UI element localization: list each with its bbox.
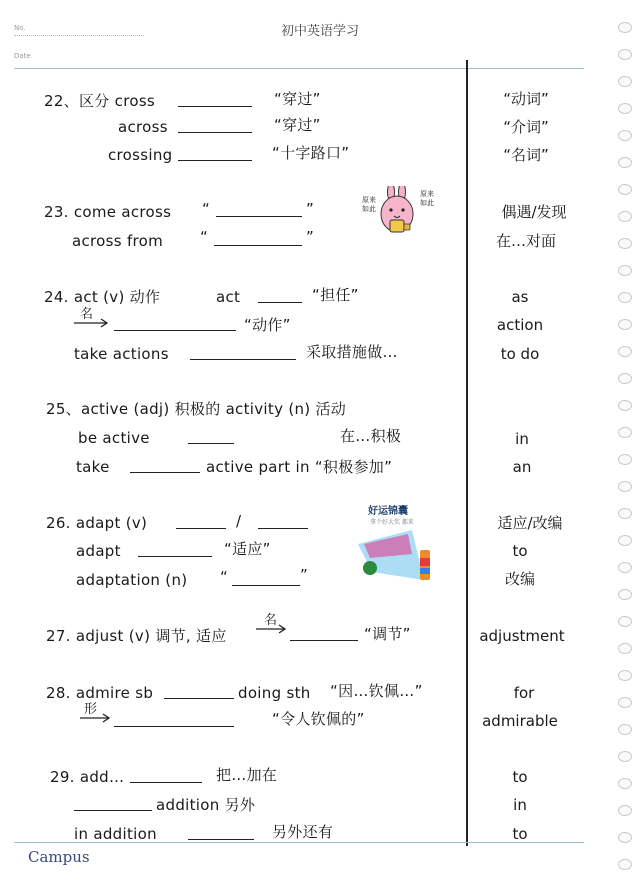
entry-24-act: act xyxy=(216,288,241,306)
no-label: No. xyxy=(14,24,26,32)
blank xyxy=(188,839,254,840)
entry-27-answer-1: adjustment xyxy=(479,627,565,645)
slash: / xyxy=(236,512,242,530)
entry-28-adj-mark: 形 xyxy=(84,702,98,717)
binder-hole xyxy=(618,427,632,438)
entry-22-cn-1: “穿过” xyxy=(274,90,321,108)
entry-29-line-2: addition 另外 xyxy=(156,796,256,814)
blank xyxy=(188,443,234,444)
rabbit-sticker xyxy=(360,186,446,244)
rabbit-caption-right: 原来 如此 xyxy=(420,190,434,207)
good-luck-sticker xyxy=(350,502,440,588)
entry-26-line-3: adaptation (n) xyxy=(76,571,188,589)
binder-hole xyxy=(618,346,632,357)
entry-26-line-1: 26. adapt (v) xyxy=(46,514,148,532)
entry-22-answer-2: “介词” xyxy=(503,118,549,136)
entry-24-noun-mark: 名 xyxy=(80,307,94,322)
blank xyxy=(178,132,252,133)
entry-23-line-2: across from xyxy=(72,232,164,250)
entry-28-cn-1: “因…钦佩…” xyxy=(330,682,423,700)
blank xyxy=(290,640,358,641)
luck-title: 好运锦囊 xyxy=(368,506,408,517)
binder-hole xyxy=(618,211,632,222)
binder-hole xyxy=(618,400,632,411)
entry-29-line-1: 29. add… xyxy=(50,768,125,786)
entry-22-cn-2: “穿过” xyxy=(274,116,321,134)
binder-hole xyxy=(618,562,632,573)
entry-26-answer-3: 改编 xyxy=(504,570,535,588)
blank xyxy=(74,810,152,811)
entry-23-answer-2: 在…对面 xyxy=(495,232,556,250)
entry-22-line-1: 22、区分 cross xyxy=(44,92,156,110)
entry-25-line-2: be active xyxy=(78,429,150,447)
entry-27-line-1: 27. adjust (v) 调节, 适应 xyxy=(46,627,227,645)
entry-22-cn-3: “十字路口” xyxy=(272,144,350,162)
entry-24-line-1: 24. act (v) 动作 xyxy=(44,288,161,306)
binder-hole xyxy=(618,643,632,654)
blank xyxy=(190,359,296,360)
binder-hole xyxy=(618,589,632,600)
blank xyxy=(258,302,302,303)
blank xyxy=(258,528,308,529)
binder-hole xyxy=(618,157,632,168)
binder-holes xyxy=(614,22,636,882)
arrow-icon xyxy=(72,318,110,328)
entry-25-answer-2: an xyxy=(512,458,532,476)
quote-open: “ xyxy=(202,200,211,218)
entry-27-cn: “调节” xyxy=(364,625,411,643)
entry-29-answer-2: in xyxy=(513,796,527,814)
binder-hole xyxy=(618,265,632,276)
blank xyxy=(232,585,300,586)
binder-hole xyxy=(618,697,632,708)
binder-hole xyxy=(618,49,632,60)
entry-22-answer-1: “动词” xyxy=(503,90,549,108)
rabbit-caption-left: 原来 如此 xyxy=(362,196,376,213)
entry-24-answer-1: as xyxy=(511,288,529,306)
binder-hole xyxy=(618,130,632,141)
binder-hole xyxy=(618,373,632,384)
entry-23-answer-1: 偶遇/发现 xyxy=(501,203,567,221)
binder-hole xyxy=(618,508,632,519)
megaphone-illustration xyxy=(350,524,440,588)
binder-hole xyxy=(618,103,632,114)
blank xyxy=(178,106,252,107)
binder-hole xyxy=(618,292,632,303)
date-label: Date xyxy=(14,52,31,60)
binder-hole xyxy=(618,778,632,789)
quote-close: ” xyxy=(306,228,315,246)
entry-29-cn-1: 把…加在 xyxy=(216,766,278,784)
brand-logo: Campus xyxy=(28,848,90,866)
blank xyxy=(130,782,202,783)
entry-22-answer-3: “名词” xyxy=(503,146,549,164)
entry-26-line-2: adapt xyxy=(76,542,121,560)
entry-24-cn-2: “动作” xyxy=(244,316,291,334)
blank xyxy=(164,698,234,699)
entry-26-answer-2: to xyxy=(512,542,528,560)
quote-open: “ xyxy=(200,228,209,246)
binder-hole xyxy=(618,535,632,546)
binder-hole xyxy=(618,238,632,249)
entry-29-answer-1: to xyxy=(512,768,528,786)
binder-hole xyxy=(618,184,632,195)
binder-hole xyxy=(618,22,632,33)
binder-hole xyxy=(618,832,632,843)
entry-26-answer-1: 适应/改编 xyxy=(497,514,563,532)
entry-27-noun-mark: 名 xyxy=(264,613,278,628)
quote-close: ” xyxy=(300,566,309,584)
binder-hole xyxy=(618,76,632,87)
entry-28-cn-2: “令人钦佩的” xyxy=(272,710,365,728)
arrow-icon xyxy=(78,713,112,723)
blank xyxy=(130,472,200,473)
entry-29-cn-3: 另外还有 xyxy=(272,823,334,841)
binder-hole xyxy=(618,805,632,816)
entry-24-answer-3: to do xyxy=(500,345,540,363)
entry-26-cn-2: “适应” xyxy=(224,540,271,558)
page-title: 初中英语学习 xyxy=(280,24,359,39)
blank xyxy=(114,330,236,331)
binder-hole xyxy=(618,454,632,465)
entry-24-answer-2: action xyxy=(496,316,544,334)
entry-25-line-3: take xyxy=(76,458,110,476)
binder-hole xyxy=(618,616,632,627)
binder-hole xyxy=(618,481,632,492)
entry-28-answer-2: admirable xyxy=(482,712,558,730)
arrow-icon xyxy=(254,624,288,634)
blank xyxy=(114,726,234,727)
entry-24-line-3: take actions xyxy=(74,345,169,363)
binder-hole xyxy=(618,319,632,330)
quote-open: “ xyxy=(220,568,229,586)
entry-29-line-3: in addition xyxy=(74,825,157,843)
entry-28-line-1: 28. admire sb xyxy=(46,684,154,702)
entry-25-cn-2: 在…积极 xyxy=(340,427,402,445)
entry-25-answer-1: in xyxy=(515,430,529,448)
binder-hole xyxy=(618,724,632,735)
entry-25-line-3b: active part in “积极参加” xyxy=(206,458,393,476)
blank xyxy=(214,245,302,246)
entry-22-line-3: crossing xyxy=(108,146,173,164)
top-rule xyxy=(14,68,584,69)
blank xyxy=(216,216,302,217)
binder-hole xyxy=(618,670,632,681)
entry-24-cn-3: 采取措施做… xyxy=(306,343,398,361)
binder-hole xyxy=(618,859,632,870)
blank xyxy=(178,160,252,161)
entry-22-line-2: across xyxy=(118,118,168,136)
entry-28-line-1b: doing sth xyxy=(238,684,311,702)
quote-close: ” xyxy=(306,200,315,218)
entry-24-cn-1: “担任” xyxy=(312,286,359,304)
entry-23-line-1: 23. come across xyxy=(44,203,172,221)
blank xyxy=(176,528,226,529)
binder-hole xyxy=(618,751,632,762)
bottom-rule xyxy=(14,842,584,843)
entry-28-answer-1: for xyxy=(513,684,535,702)
blank xyxy=(138,556,212,557)
luck-subtitle: 拿个好大奖 都来 xyxy=(370,519,414,526)
no-dotted-line xyxy=(14,35,144,36)
entry-29-answer-3: to xyxy=(512,825,528,843)
entry-25-line-1: 25、active (adj) 积极的 activity (n) 活动 xyxy=(46,400,347,418)
